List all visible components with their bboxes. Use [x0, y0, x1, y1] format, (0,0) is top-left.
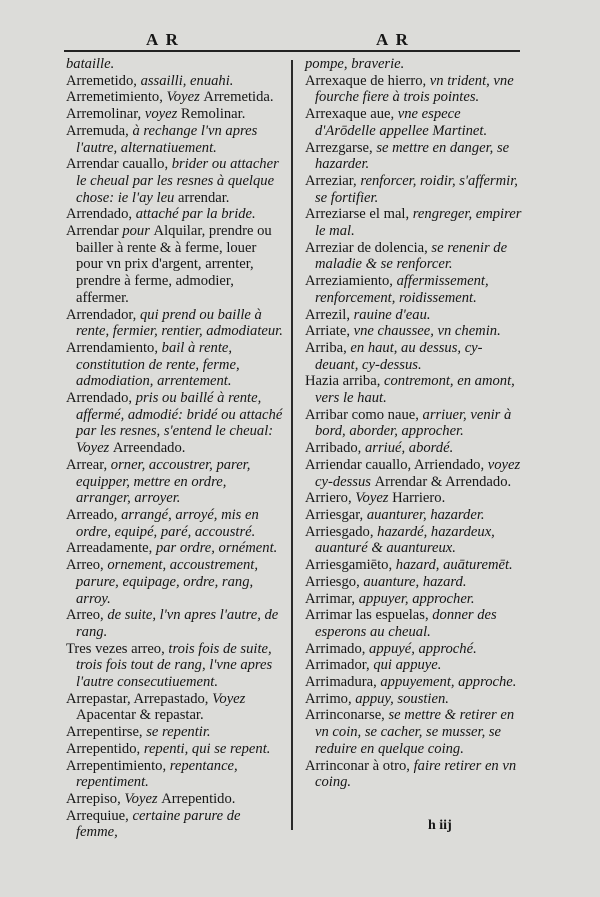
- entry-headword: Arriba,: [305, 339, 351, 356]
- dictionary-entry: [66, 89, 284, 106]
- dictionary-entry: [305, 758, 523, 791]
- entry-headword: Arrepiso,: [66, 790, 125, 807]
- entry-definition: donner des esperons au cheual.: [315, 607, 497, 640]
- header-left: A R: [146, 30, 180, 49]
- entry-headword: Arrepentimiento,: [66, 757, 170, 774]
- entry-headword: Arriero,: [305, 490, 356, 507]
- dictionary-entry: [66, 156, 284, 206]
- entry-headword: Arreadamente,: [66, 540, 156, 557]
- entry-headword: Arrezgarse,: [305, 139, 377, 156]
- entry-headword: Alquilar, prendre ou bailler à rente & à ferme, louer pour vn prix d'argent, arrenter, prendre à ferme, admodier, affermer.: [76, 223, 272, 306]
- dictionary-entry: [305, 641, 523, 658]
- entry-definition: pour: [122, 223, 154, 240]
- entry-definition: assailli, enuahi.: [140, 72, 234, 89]
- entry-definition: appuyer, approcher.: [358, 590, 475, 607]
- entry-headword: Arremetimiento,: [66, 89, 167, 106]
- entry-headword: Arriendar cauallo, Arriendado,: [305, 456, 488, 473]
- entry-definition: arriuer, venir à bord, aborder, approcher.: [315, 406, 512, 440]
- entry-definition: brider ou attacher le cheual par les resnes à quelque chose: ie l'ay leu: [76, 156, 279, 206]
- entry-definition: Voyez: [212, 690, 246, 707]
- entry-definition: se mettre en danger, se hazarder.: [315, 139, 510, 173]
- dictionary-entry: [66, 557, 284, 607]
- dictionary-entry: [66, 607, 284, 640]
- entry-definition: hazard, auāturemēt.: [395, 557, 513, 574]
- entry-headword: Arreziarse el mal,: [305, 206, 413, 223]
- dictionary-entry: [66, 641, 284, 691]
- dictionary-entry: [66, 507, 284, 540]
- dictionary-entry: [66, 457, 284, 507]
- entry-definition: Voyez: [355, 490, 393, 507]
- dictionary-entry: [305, 240, 523, 273]
- dictionary-entry: [66, 741, 284, 758]
- entry-headword: Arreendado.: [112, 440, 186, 457]
- entry-definition: renforcer, roidir, s'affermir, se fortifier.: [315, 172, 518, 206]
- entry-definition: qui prend ou baille à rente, fermier, rentier, admodiateur.: [76, 306, 283, 340]
- dictionary-entry: [305, 273, 523, 306]
- entry-headword: Arrendar cauallo,: [66, 156, 172, 173]
- entry-definition: appuy, soustien.: [355, 690, 449, 707]
- entry-definition: vne chaussee, vn chemin.: [353, 323, 501, 340]
- entry-definition: repentance, repentiment.: [76, 757, 238, 791]
- entry-definition: attaché par la bride.: [135, 206, 256, 223]
- entry-definition: arriué, abordé.: [364, 440, 454, 457]
- dictionary-entry: [66, 691, 284, 724]
- entry-definition: par ordre, ornément.: [155, 540, 278, 557]
- entry-definition: trois fois de suite, trois fois tout de rang, l'vne apres l'autre consecutiuement.: [76, 640, 273, 691]
- entry-headword: Arreo,: [66, 557, 108, 574]
- dictionary-entry: [66, 758, 284, 791]
- dictionary-entry: [305, 440, 523, 457]
- dictionary-entry: [66, 540, 284, 557]
- entry-definition: contremont, en amont, vers le haut.: [315, 373, 515, 407]
- entry-headword: Arrendar: [66, 223, 123, 240]
- entry-headword: Arrendado,: [66, 206, 136, 223]
- entry-definition: se renenir de maladie & se renforcer.: [315, 239, 508, 273]
- dictionary-entry: [305, 73, 523, 106]
- signature-mark: h iij: [428, 818, 452, 833]
- entry-definition: orner, accoustrer, parer, equipper, mettre en ordre, arranger, arroyer.: [76, 456, 251, 507]
- entry-definition: Voyez: [166, 89, 204, 106]
- entry-headword: Apacentar & repastar.: [76, 707, 204, 724]
- entry-definition: auanturer, hazarder.: [366, 506, 485, 523]
- dictionary-entry: [305, 323, 523, 340]
- entry-definition: en haut, au dessus, cy-deuant, cy-dessus.: [315, 339, 483, 373]
- entry-headword: Arrimador,: [305, 657, 374, 674]
- dictionary-entry: [305, 574, 523, 591]
- entry-headword: Arreziar de dolencia,: [305, 239, 432, 256]
- entry-headword: Arremolinar,: [66, 106, 145, 123]
- entry-definition: ornement, accoustrement, parure, equipage, ordre, rang, arroy.: [76, 557, 258, 607]
- entry-headword: Arriesgo,: [305, 573, 364, 590]
- dictionary-entry: [305, 557, 523, 574]
- entry-headword: Tres vezes arreo,: [66, 640, 169, 657]
- entry-definition: se repentir.: [146, 724, 211, 741]
- dictionary-entry: [305, 507, 523, 524]
- entry-definition: vne espece d'Arōdelle appellee Martinet.: [315, 106, 488, 139]
- entry-headword: Arrimado,: [305, 640, 370, 657]
- entry-definition: pompe, braverie.: [305, 56, 405, 72]
- entry-headword: Arremuda,: [66, 122, 133, 139]
- entry-definition: repenti, qui se repent.: [143, 740, 271, 757]
- entry-headword: Arrendador,: [66, 306, 140, 323]
- entry-headword: Arrexaque aue,: [305, 106, 398, 123]
- dictionary-entry: [305, 591, 523, 608]
- entry-definition: certaine parure de femme,: [76, 807, 241, 841]
- dictionary-entry: [66, 106, 284, 123]
- entry-headword: Arrendar & Arrendado.: [374, 473, 512, 490]
- entry-definition: qui appuye.: [373, 657, 442, 674]
- entry-headword: Arreado,: [66, 506, 122, 523]
- entry-definition: pris ou baillé à rente, affermé, admodié: bridé ou attaché par les resnes, s'entend le cheual: Voyez: [76, 390, 283, 457]
- dictionary-entry: [305, 407, 523, 440]
- entry-definition: auanture, hazard.: [363, 573, 467, 590]
- dictionary-entry: [305, 674, 523, 691]
- entry-headword: Arrepentido,: [66, 740, 144, 757]
- dictionary-entry: [305, 490, 523, 507]
- dictionary-entry: [305, 657, 523, 674]
- entry-headword: Arremetido,: [66, 72, 141, 89]
- dictionary-entry: [66, 73, 284, 90]
- entry-headword: Arribado,: [305, 440, 365, 457]
- entry-headword: Arrimar las espuelas,: [305, 607, 433, 624]
- dictionary-entry: [66, 123, 284, 156]
- entry-headword: Arrequiue,: [66, 807, 133, 824]
- dictionary-entry: [305, 607, 523, 640]
- entry-definition: hazardé, hazardeux, auanturé & auantureux.: [315, 523, 495, 557]
- entry-headword: Arriesgar,: [305, 506, 367, 523]
- entry-headword: Arrimo,: [305, 690, 356, 707]
- dictionary-entry: [66, 223, 284, 307]
- entry-headword: Arrendado,: [66, 390, 136, 407]
- entry-definition: de suite, l'vn apres l'autre, de rang.: [76, 607, 279, 640]
- entry-headword: Arrepentido.: [161, 790, 236, 807]
- entry-headword: Arrinconarse,: [305, 707, 389, 724]
- entry-definition: affermissement, renforcement, roidissement.: [315, 273, 489, 306]
- dictionary-entry: [305, 524, 523, 557]
- dictionary-entry: [305, 373, 523, 406]
- entry-headword: Arrinconar à otro,: [305, 757, 414, 774]
- entry-headword: Arrepentirse,: [66, 724, 147, 741]
- dictionary-entry: [66, 791, 284, 808]
- entry-definition: rengreger, empirer le mal.: [315, 206, 522, 240]
- header-right: A R: [376, 30, 410, 49]
- entry-headword: Arrimadura,: [305, 674, 381, 691]
- dictionary-entry: [66, 206, 284, 223]
- entry-headword: Arreziamiento,: [305, 273, 397, 290]
- column-divider: [291, 60, 293, 830]
- entry-definition: se mettre & retirer en vn coin, se cacher, se musser, se reduire en quelque coing.: [315, 707, 515, 757]
- dictionary-entry: [66, 56, 284, 73]
- dictionary-entry: [305, 206, 523, 239]
- header-rule: [64, 50, 520, 52]
- entry-headword: Arribar como naue,: [305, 406, 423, 423]
- entry-headword: Arrendamiento,: [66, 339, 162, 356]
- entry-definition: appuyé, approché.: [369, 640, 477, 657]
- entry-definition: bail à rente, constitution de rente, ferme, admodiation, arrentement.: [76, 339, 240, 390]
- dictionary-entry: [305, 307, 523, 324]
- running-header: [64, 30, 520, 52]
- dictionary-entry: [66, 724, 284, 741]
- entry-headword: Arrepastar, Arrepastado,: [66, 690, 213, 707]
- left-column: [66, 56, 284, 841]
- entry-headword: Arriate,: [305, 323, 354, 340]
- entry-headword: Arreziar,: [305, 172, 361, 189]
- entry-headword: Arremetida.: [203, 89, 274, 106]
- entry-definition: à rechange l'vn apres l'autre, alternatiuement.: [76, 122, 258, 156]
- entry-definition: voyez: [144, 106, 181, 123]
- entry-headword: Arrimar,: [305, 590, 359, 607]
- dictionary-entry: [66, 808, 284, 841]
- entry-definition: voyez cy-dessus: [315, 456, 521, 490]
- dictionary-entry: [305, 173, 523, 206]
- entry-headword: Arreo,: [66, 607, 108, 624]
- entry-definition: arrangé, arroyé, mis en ordre, equipé, paré, accoustré.: [76, 506, 259, 540]
- dictionary-entry: [66, 307, 284, 340]
- entry-definition: vn trident, vne fourche fiere à trois pointes.: [315, 72, 514, 106]
- entry-headword: Remolinar.: [180, 106, 246, 123]
- entry-headword: Harriero.: [392, 490, 446, 507]
- entry-definition: bataille.: [66, 56, 115, 72]
- entry-headword: Arrexaque de hierro,: [305, 72, 430, 89]
- dictionary-entry: [66, 390, 284, 457]
- entry-headword: Arriesgamiēto,: [305, 557, 396, 574]
- entry-headword: Hazia arriba,: [305, 373, 384, 390]
- dictionary-entry: [305, 106, 523, 139]
- entry-definition: appuyement, approche.: [380, 674, 517, 691]
- entry-definition: rauine d'eau.: [353, 306, 431, 323]
- dictionary-entry: [305, 340, 523, 373]
- entry-headword: arrendar.: [178, 189, 230, 206]
- dictionary-entry: [305, 707, 523, 757]
- dictionary-entry: [66, 340, 284, 390]
- dictionary-entry: [305, 140, 523, 173]
- entry-headword: Arrear,: [66, 456, 111, 473]
- dictionary-entry: [305, 691, 523, 708]
- right-column: [305, 56, 523, 791]
- dictionary-entry: [305, 56, 523, 73]
- entry-definition: Voyez: [124, 790, 162, 807]
- dictionary-entry: [305, 457, 523, 490]
- entry-headword: Arriesgado,: [305, 523, 378, 540]
- entry-headword: Arrezil,: [305, 306, 354, 323]
- entry-definition: faire retirer en vn coing.: [315, 757, 517, 791]
